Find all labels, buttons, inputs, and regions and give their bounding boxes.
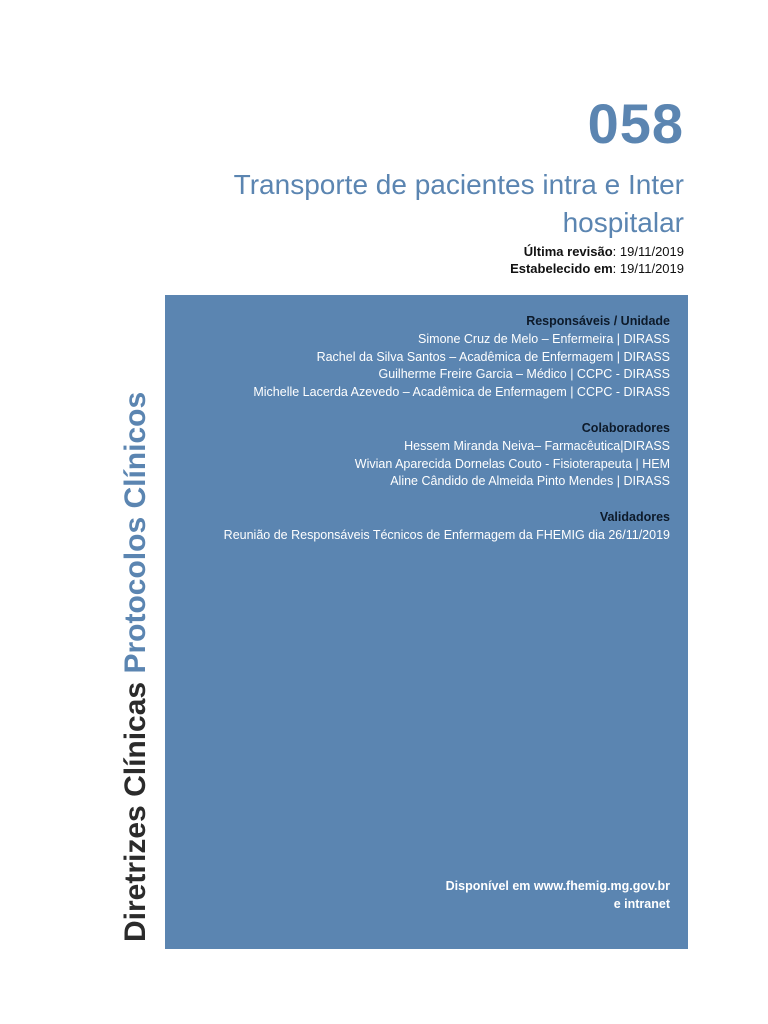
availability-line-1: Disponível em www.fhemig.mg.gov.br: [445, 879, 670, 893]
vertical-title-part-a: Diretrizes Clínicas: [119, 673, 152, 942]
responsaveis-section: [170, 313, 670, 402]
document-meta: [510, 243, 684, 277]
vertical-title-part-b: Protocolos Clínicos: [119, 391, 152, 674]
document-title-line-2: hospitalar: [562, 207, 684, 238]
credits-content: [170, 313, 670, 545]
colaborador-item: Hessem Miranda Neiva– Farmacêutica|DIRASS: [404, 438, 670, 453]
colaboradores-section: [170, 420, 670, 491]
availability-line-2: e intranet: [613, 897, 670, 911]
credits-panel: [165, 295, 688, 949]
document-title-line-1: Transporte de pacientes intra e Inter: [233, 169, 684, 200]
validador-item: Reunião de Responsáveis Técnicos de Enfermagem da FHEMIG dia 26/11/2019: [223, 527, 670, 542]
colaborador-item: Wivian Aparecida Dornelas Couto - Fisioterapeuta | HEM: [354, 456, 670, 471]
responsavel-item: Guilherme Freire Garcia – Médico | CCPC - DIRASS: [378, 367, 670, 382]
established-label: Estabelecido em: [510, 261, 613, 276]
vertical-series-title: [119, 390, 153, 942]
last-revision-row: [510, 243, 684, 260]
last-revision-label: Última revisão: [523, 244, 613, 259]
colaborador-item: Aline Cândido de Almeida Pinto Mendes | DIRASS: [390, 474, 670, 489]
availability-note: [446, 877, 670, 913]
responsavel-item: Simone Cruz de Melo – Enfermeira | DIRASS: [418, 331, 670, 346]
responsavel-item: Rachel da Silva Santos – Acadêmica de Enfermagem | DIRASS: [316, 349, 670, 364]
responsaveis-heading: Responsáveis / Unidade: [526, 314, 670, 328]
validadores-heading: Validadores: [599, 510, 670, 525]
established-date: : 19/11/2019: [612, 261, 684, 276]
validadores-section: [170, 509, 670, 545]
responsavel-item: Michelle Lacerda Azevedo – Acadêmica de Enfermagem | CCPC - DIRASS: [253, 385, 670, 400]
document-number: 058: [587, 92, 684, 155]
established-row: [510, 260, 684, 277]
colaboradores-heading: Colaboradores: [581, 420, 670, 435]
last-revision-date: : 19/11/2019: [612, 244, 684, 259]
document-title: [124, 166, 684, 242]
